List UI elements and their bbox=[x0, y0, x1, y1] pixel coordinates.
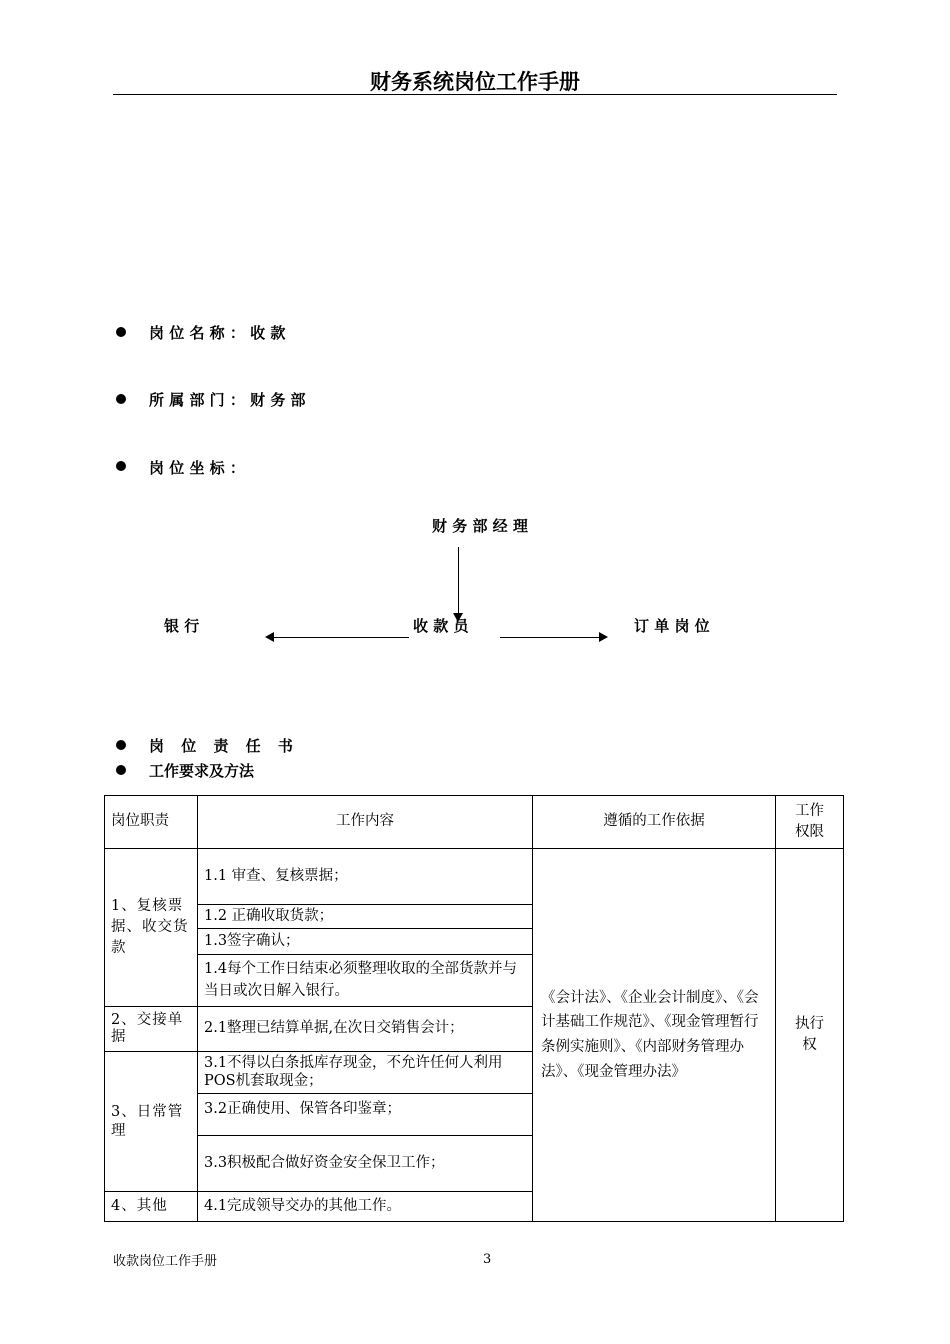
diagram-manager: 财 务 部 经 理 bbox=[432, 517, 528, 535]
diagram-connector-left bbox=[273, 637, 409, 638]
content-cell-1-1: 1.1 审查、复核票据； bbox=[198, 849, 533, 905]
coordinates-field: 岗 位 坐 标 ： bbox=[149, 459, 245, 477]
content-cell-3-3: 3.3积极配合做好资金安全保卫工作； bbox=[198, 1136, 533, 1192]
diagram-connector-right bbox=[500, 637, 600, 638]
duty-table bbox=[104, 795, 844, 1222]
diagram-bank: 银 行 bbox=[164, 617, 200, 635]
duty-cell-3: 3、日常管理 bbox=[105, 1052, 198, 1192]
header-content: 工作内容 bbox=[198, 796, 533, 849]
footer-doc-name: 收款岗位工作手册 bbox=[113, 1254, 218, 1269]
header-authority: 工作权限 bbox=[776, 796, 844, 849]
table-header-row bbox=[105, 796, 844, 849]
bullet-icon bbox=[116, 461, 126, 471]
diagram-connector-vertical bbox=[458, 547, 459, 614]
table-row bbox=[105, 849, 844, 905]
duty-cell-1: 1、复核票据、收交货款 bbox=[105, 849, 198, 1007]
department-field: 所 属 部 门 ： 财 务 部 bbox=[149, 391, 306, 409]
content-cell-4-1: 4.1完成领导交办的其他工作。 bbox=[198, 1192, 533, 1222]
section-requirements: 工作要求及方法 bbox=[149, 762, 255, 780]
content-cell-1-2: 1.2 正确收取货款； bbox=[198, 905, 533, 929]
header-basis: 遵循的工作依据 bbox=[533, 796, 776, 849]
content-cell-1-3: 1.3签字确认； bbox=[198, 929, 533, 955]
page-number: 3 bbox=[483, 1252, 492, 1267]
bullet-icon bbox=[116, 765, 126, 775]
content-cell-2-1: 2.1整理已结算单据,在次日交销售会计； bbox=[198, 1007, 533, 1052]
post-name-field: 岗 位 名 称 ： 收 款 bbox=[149, 324, 286, 342]
diagram-order-post: 订 单 岗 位 bbox=[634, 617, 710, 635]
authority-cell: 执行权 bbox=[776, 849, 844, 1222]
header-duty: 岗位职责 bbox=[105, 796, 198, 849]
content-cell-1-4: 1.4每个工作日结束必须整理收取的全部货款并与当日或次日解入银行。 bbox=[198, 955, 533, 1007]
duty-cell-2: 2、交接单据 bbox=[105, 1007, 198, 1052]
content-cell-3-2: 3.2正确使用、保管各印鉴章； bbox=[198, 1094, 533, 1136]
bullet-icon bbox=[116, 327, 126, 337]
header-divider bbox=[113, 94, 837, 95]
arrow-right-icon bbox=[599, 632, 608, 642]
bullet-icon bbox=[116, 394, 126, 404]
duty-cell-4: 4、其他 bbox=[105, 1192, 198, 1222]
content-cell-3-1: 3.1不得以白条抵库存现金，不允许任何人利用POS机套取现金； bbox=[198, 1052, 533, 1094]
section-responsibility: 岗 位 责 任 书 bbox=[149, 737, 299, 755]
page-title: 财务系统岗位工作手册 bbox=[370, 70, 580, 94]
basis-cell: 《会计法》、《企业会计制度》、《会计基础工作规范》、《现金管理暂行条例实施则》、《内部财务管理办法》、《现金管理办法》 bbox=[533, 849, 776, 1222]
diagram-cashier: 收 款 员 bbox=[413, 617, 469, 635]
bullet-icon bbox=[116, 740, 126, 750]
